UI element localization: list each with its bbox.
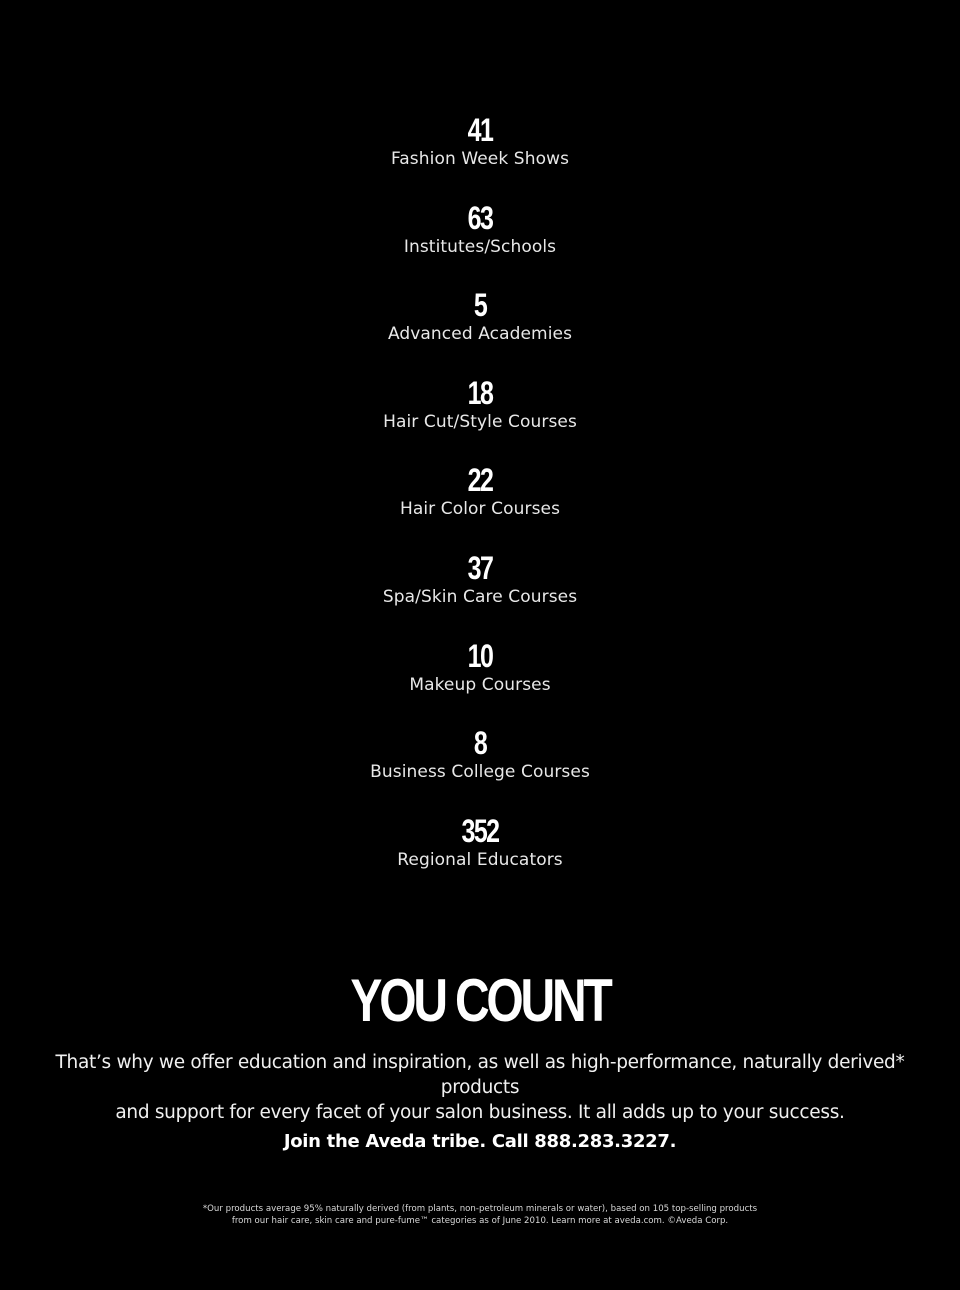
stat-regional-educators: [0, 813, 960, 901]
stat-number: 5: [473, 287, 487, 324]
stat-label: Hair Cut/Style Courses: [383, 411, 577, 432]
stat-hair-cut-style-courses: [0, 375, 960, 463]
stat-fashion-week-shows: [0, 112, 960, 200]
stat-label: Advanced Academies: [387, 324, 573, 345]
stat-label: Makeup Courses: [409, 674, 551, 695]
stat-number: 63: [467, 199, 493, 236]
footnote: [100, 1203, 860, 1227]
stat-number: 37: [467, 549, 493, 586]
body-line: and support for every facet of your salon business. It all adds up to your success.: [115, 1102, 845, 1123]
stats-list: [0, 112, 960, 900]
call-to-action: Join the Aveda tribe. Call 888.283.3227.: [283, 1131, 677, 1152]
stat-label: Business College Courses: [370, 762, 590, 783]
stat-label: Regional Educators: [397, 849, 563, 870]
stat-institutes-schools: [0, 200, 960, 288]
stat-label: Hair Color Courses: [399, 499, 561, 520]
stat-number: 8: [473, 725, 487, 762]
footnote-line: from our hair care, skin care and pure-fume™ categories as of June 2010. Learn more at aveda.com. ©Aveda Corp.: [231, 1216, 729, 1226]
body-line: That’s why we offer education and inspiration, as well as high-performance, naturally derived* products: [55, 1052, 905, 1098]
stat-number: 352: [461, 812, 499, 849]
stat-label: Fashion Week Shows: [390, 149, 570, 169]
stat-number: 41: [467, 112, 493, 148]
stat-makeup-courses: [0, 638, 960, 726]
footnote-line: *Our products average 95% naturally derived (from plants, non-petroleum minerals or water), based on 105 top-selling products: [202, 1204, 758, 1214]
stat-label: Spa/Skin Care Courses: [382, 586, 578, 607]
body-copy: [40, 1050, 920, 1125]
stat-label: Institutes/Schools: [403, 236, 557, 257]
stat-hair-color-courses: [0, 462, 960, 550]
stat-number: 22: [467, 462, 493, 499]
stat-spa-skin-care-courses: [0, 550, 960, 638]
stat-advanced-academies: [0, 287, 960, 375]
stat-number: 18: [467, 374, 493, 411]
headline: YOU COUNT: [350, 967, 610, 1034]
stat-business-college-courses: [0, 725, 960, 813]
stat-number: 10: [467, 637, 493, 674]
